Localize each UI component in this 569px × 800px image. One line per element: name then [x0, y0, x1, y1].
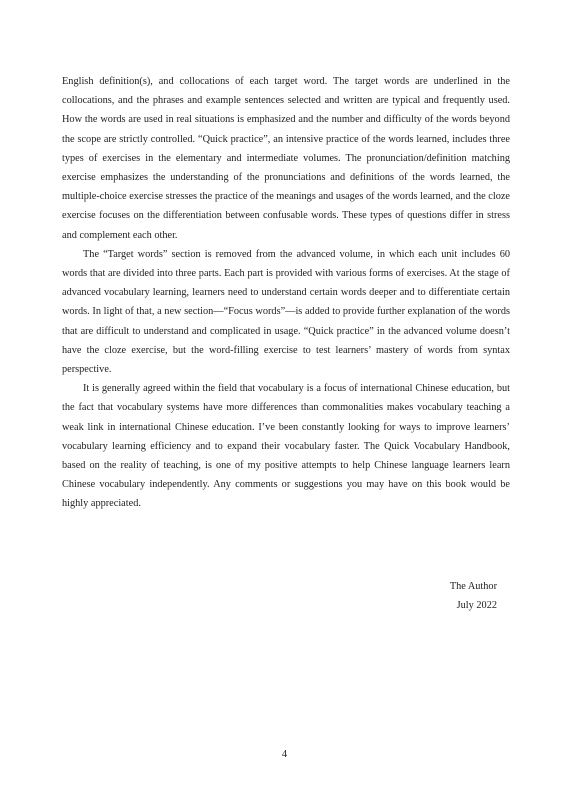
signature-author: The Author	[449, 581, 497, 592]
signature-date: July 2022	[456, 600, 497, 612]
signature-block	[450, 577, 497, 615]
paragraph-vocabulary-focus: It is generally agreed within the field that vocabulary is a focus of international Chinese education, but the fact that vocabulary systems have more differences than commonalities makes vocabulary teaching a weak link in international Chinese education. I’ve been constantly looking for ways to improve learners’ vocabulary learning efficiency and to expand their vocabulary faster. The Quick Vocabulary Handbook, based on the reality of teaching, is one of my positive attempts to help Chinese language learners learn Chinese vocabulary independently. Any comments or suggestions you may have on this book would be highly appreciated.	[62, 383, 510, 510]
page-number: 4	[281, 749, 288, 760]
paragraph-advanced-volume: The “Target words” section is removed from the advanced volume, in which each unit includes 60 words that are divided into three parts. Each part is provided with various forms of exercises. At the stage of advanced vocabulary learning, learners need to understand certain words deeper and to differentiate certain words. In light of that, a new section—“Focus words”—is added to provide further explanation of the words that are difficult to understand and complicated in usage. “Quick practice” in the advanced volume doesn’t have the cloze exercise, but the word-filling exercise to test learners’ mastery of words from syntax perspective.	[62, 248, 510, 376]
page-body	[62, 72, 510, 514]
paragraph-continuation: English definition(s), and collocations of each target word. The target words are underlined in the collocations, and the phrases and example sentences selected and written are typical and frequently used. How the words are used in real situations is emphasized and the number and difficulty of the words beyond the scope are strictly controlled. “Quick practice”, an intensive practice of the words learned, includes three types of exercises in the elementary and intermediate volumes. The pronunciation/definition matching exercise emphasizes the understanding of the pronunciations and definitions of the words learned, the multiple-choice exercise stresses the practice of the meanings and usages of the words learned, and the cloze exercise focuses on the differentiation between confusable words. These types of questions differ in stress and complement each other.	[62, 76, 510, 241]
